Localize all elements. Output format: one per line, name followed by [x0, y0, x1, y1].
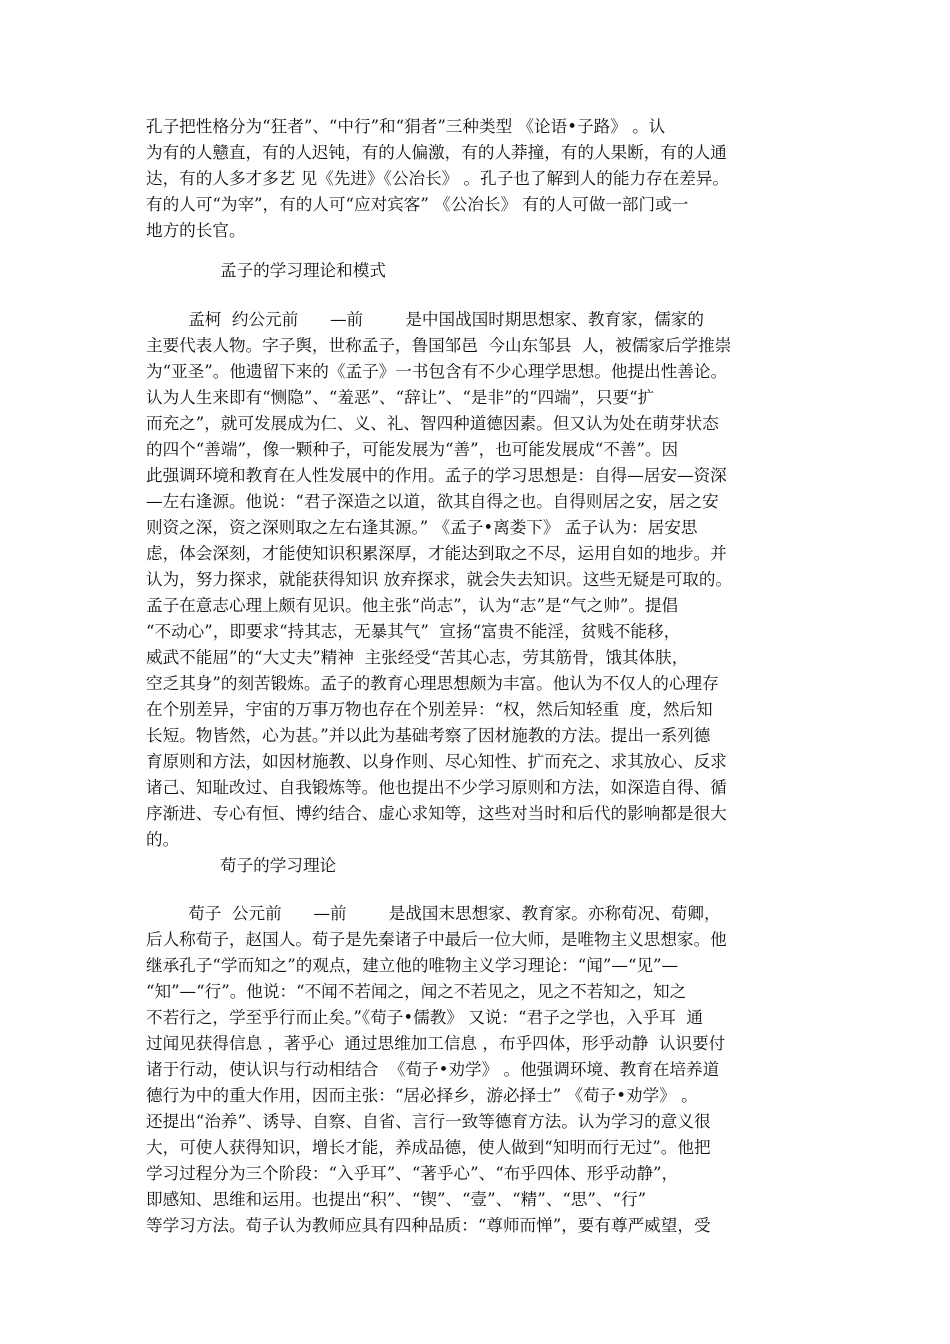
paragraph-mencius — [146, 307, 806, 853]
text-line: 而充之”，就可发展成为仁、义、礼、智四种道德因素。但又认为处在萌芽状态 — [146, 414, 719, 433]
text-line: 的四个“善端”，像一颗种子，可能发展为“善”，也可能发展成“不善”。因 — [146, 440, 679, 459]
text-line: 有的人可“为宰”，有的人可“应对宾客” 《公冶长》 有的人可做一部门或一 — [146, 195, 689, 214]
text-line: 此强调环境和教育在人性发展中的作用。孟子的学习思想是：自得—居安—资深 — [146, 466, 727, 485]
text-line: 继承孔子“学而知之”的观点，建立他的唯物主义学习理论：“闻”—“见”— — [146, 956, 679, 975]
text-line: 育原则和方法，如因材施教、以身作则、尽心知性、扩而充之、求其放心、反求 — [146, 752, 727, 771]
text-line: 认为人生来即有“恻隐”、“羞恶”、“辞让”、“是非”的“四端”，只要“扩 — [146, 388, 655, 407]
text-line: 空乏其身”的刻苦锻炼。孟子的教育心理思想颇为丰富。他认为不仅人的心理存 — [146, 674, 719, 693]
text-line: 孟子在意志心理上颇有见识。他主张“尚志”，认为“志”是“气之帅”。提倡 — [146, 596, 679, 615]
text-line: 则资之深，资之深则取之左右逢其源。” 《孟子•离娄下》 孟子认为：居安思 — [146, 518, 698, 537]
text-line: 大，可使人获得知识，增长才能，养成品德，使人做到“知明而行无过”。他把 — [146, 1138, 711, 1157]
text-line: 荀子 公元前 —前 是战国末思想家、教育家。亦称荀况、荀卿， — [146, 904, 721, 923]
text-line: “知”—“行”。他说：“不闻不若闻之，闻之不若见之，见之不若知之，知之 — [146, 982, 687, 1001]
text-line: 的。 — [146, 830, 180, 849]
text-line: 等学习方法。荀子认为教师应具有四种品质：“尊师而惮”，要有尊严威望，受 — [146, 1216, 711, 1235]
section-heading-xunzi: 荀子的学习理论 — [220, 856, 337, 875]
text-line: —左右逢源。他说：“君子深造之以道，欲其自得之也。自得则居之安，居之安 — [146, 492, 719, 511]
text-line: 长短。物皆然，心为甚。”并以此为基础考察了因材施教的方法。提出一系列德 — [146, 726, 711, 745]
text-line: 虑，体会深刻，才能使知识积累深厚，才能达到取之不尽，运用自如的地步。并 — [146, 544, 727, 563]
text-line: 孟柯 约公元前 —前 是中国战国时期思想家、教育家，儒家的 — [146, 310, 705, 329]
text-line: 还提出“治养”、诱导、自察、自省、言行一致等德育方法。认为学习的意义很 — [146, 1112, 711, 1131]
text-line: 威武不能屈”的“大丈夫”精神 主张经受“苦其心志，劳其筋骨，饿其体肤， — [146, 648, 689, 667]
text-line: 学习过程分为三个阶段：“入乎耳”、“著乎心”、“布乎四体、形乎动静”， — [146, 1164, 679, 1183]
text-line: 不若行之，学至乎行而止矣。”《荀子•儒教》 又说：“君子之学也，入乎耳 通 — [146, 1008, 703, 1027]
text-line: 为“亚圣”。他遗留下来的《孟子》一书包含有不少心理学思想。他提出性善论。 — [146, 362, 728, 381]
text-line: 主要代表人物。字子舆，世称孟子，鲁国邹邑 今山东邹县 人，被儒家后学推崇 — [146, 336, 732, 355]
section-heading-mencius: 孟子的学习理论和模式 — [220, 261, 386, 280]
text-line: 即感知、思维和运用。也提出“积”、“锲”、“壹”、“精”、“思”、“行” — [146, 1190, 647, 1209]
paragraph-confucius-personality — [146, 114, 806, 244]
text-line: 达，有的人多才多艺 见《先进》《公冶长》 。孔子也了解到人的能力存在差异。 — [146, 169, 730, 188]
text-line: 过闻见获得信息 ，著乎心 通过思维加工信息 ，布乎四体，形乎动静 认识要付 — [146, 1034, 726, 1053]
text-line: 为有的人戆直，有的人迟钝，有的人偏激，有的人莽撞，有的人果断，有的人通 — [146, 143, 727, 162]
text-line: “不动心”，即要求“持其志，无暴其气” 宣扬“富贵不能淫，贫贱不能移， — [146, 622, 681, 641]
paragraph-xunzi — [146, 901, 806, 1239]
text-line: 序渐进、专心有恒、博约结合、虚心求知等，这些对当时和后代的影响都是很大 — [146, 804, 727, 823]
text-line: 后人称荀子，赵国人。荀子是先秦诸子中最后一位大师，是唯物主义思想家。他 — [146, 930, 727, 949]
text-line: 孔子把性格分为“狂者”、“中行”和“狷者”三种类型 《论语•子路》 。认 — [146, 117, 666, 136]
text-line: 认为，努力探求，就能获得知识 放弃探求，就会失去知识。这些无疑是可取的。 — [146, 570, 733, 589]
text-line: 德行为中的重大作用，因而主张：“居必择乡，游必择士” 《荀子•劝学》 。 — [146, 1086, 698, 1105]
text-line: 诸己、知耻改过、自我锻炼等。他也提出不少学习原则和方法，如深造自得、循 — [146, 778, 727, 797]
text-line: 地方的长官。 — [146, 221, 246, 240]
text-line: 在个别差异，宇宙的万事万物也存在个别差异：“权，然后知轻重 度，然后知 — [146, 700, 713, 719]
text-line: 诸于行动，使认识与行动相结合 《荀子•劝学》 。他强调环境、教育在培养道 — [146, 1060, 720, 1079]
